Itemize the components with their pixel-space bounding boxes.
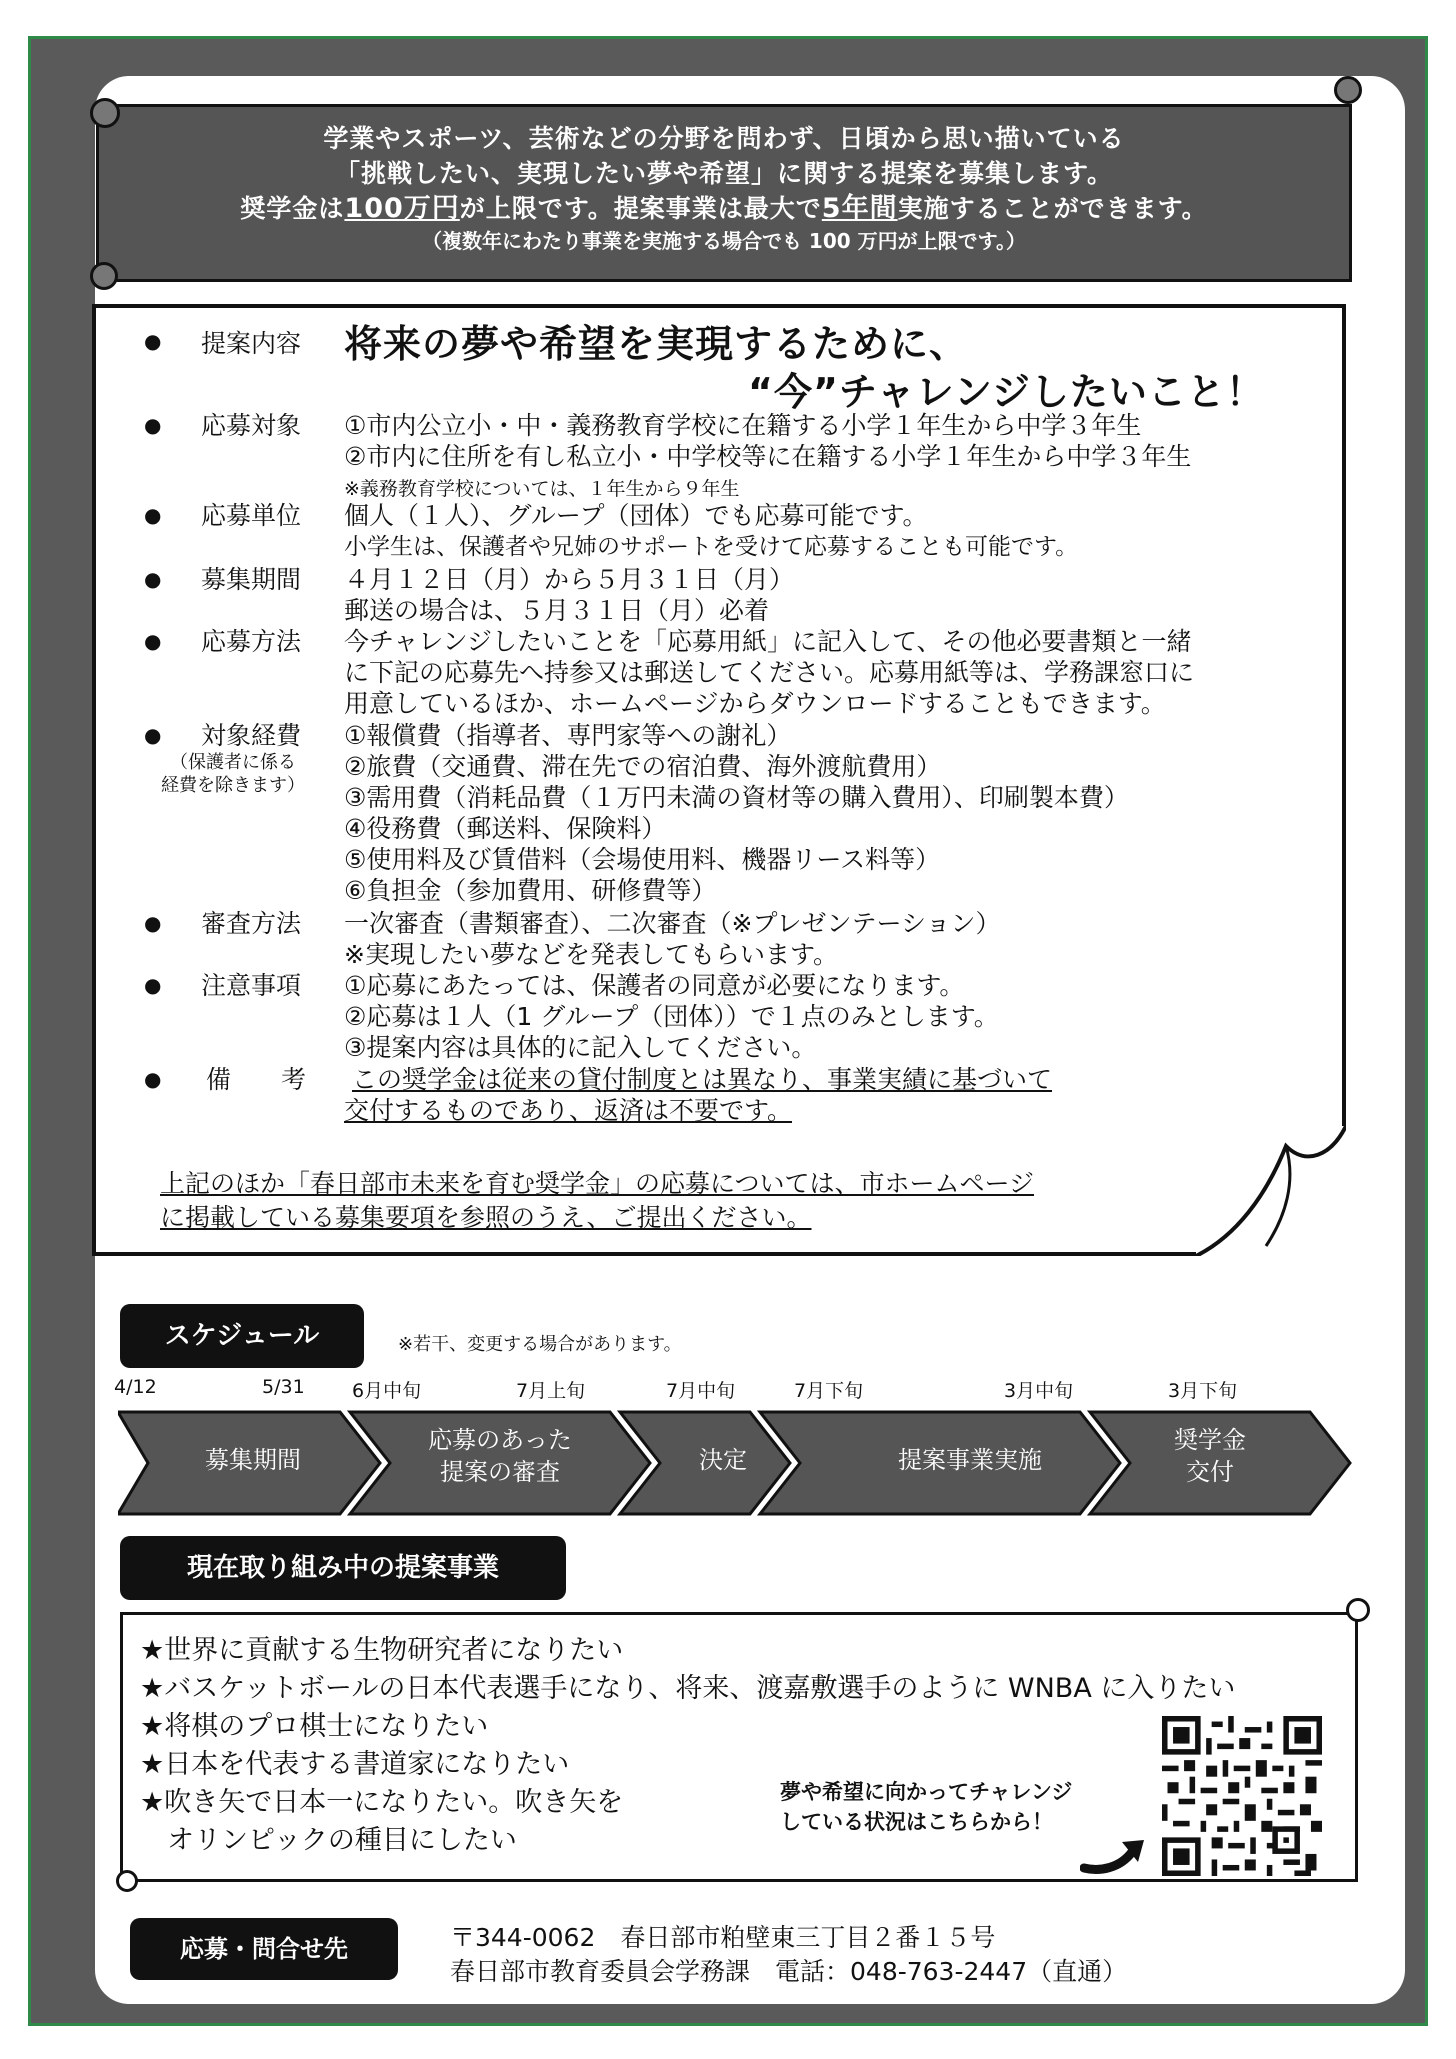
eligibility-label: 応募対象 bbox=[201, 411, 302, 440]
schedule-date: 3月中旬 bbox=[1004, 1380, 1074, 1402]
remarks-line-2: 交付するものであり、返済は不要です。 bbox=[344, 1096, 793, 1125]
intro-line-3 bbox=[99, 191, 1349, 226]
method-line-1: 今チャレンジしたいことを「応募用紙」に記入して、その他必要書類と一緒 bbox=[344, 627, 1192, 656]
scroll-curl-bottom-left bbox=[90, 262, 118, 290]
project-item: ★日本を代表する書道家になりたい bbox=[140, 1749, 570, 1780]
contact-address: 〒344-0062 春日部市粕壁東三丁目２番１５号 bbox=[450, 1923, 996, 1952]
step-text: 決定 bbox=[699, 1446, 747, 1474]
step-text: 交付 bbox=[1186, 1458, 1234, 1486]
projects-title: 現在取り組み中の提案事業 bbox=[120, 1536, 566, 1600]
step-label bbox=[668, 1444, 778, 1476]
step-text: 奨学金 bbox=[1174, 1426, 1246, 1454]
unit-label: 応募単位 bbox=[201, 501, 302, 530]
schedule-date: 4/12 bbox=[114, 1376, 157, 1398]
notes-label: 注意事項 bbox=[201, 971, 302, 1000]
project-item: ★バスケットボールの日本代表選手になり、将来、渡嘉敷選手のように WNBA に入りたい bbox=[140, 1673, 1236, 1704]
method-line-3: 用意しているほか、ホームページからダウンロードすることもできます。 bbox=[344, 689, 1166, 718]
expenses-sublabel-1: （保護者に係る bbox=[170, 752, 296, 773]
method-label: 応募方法 bbox=[201, 627, 302, 656]
step-text: 応募のあった bbox=[428, 1426, 572, 1454]
intro-text: 奨学金は bbox=[240, 194, 345, 223]
bullet-icon: ● bbox=[144, 723, 162, 747]
step-text: 募集期間 bbox=[205, 1446, 301, 1474]
eligibility-line-1: ①市内公立小・中・義務教育学校に在籍する小学１年生から中学３年生 bbox=[344, 411, 1142, 440]
scroll-curl-top-right bbox=[1334, 76, 1362, 104]
eligibility-line-2: ②市内に住所を有し私立小・中学校等に在籍する小学１年生から中学３年生 bbox=[344, 442, 1192, 471]
qr-callout-line-2: している状況はこちらから！ bbox=[780, 1810, 1053, 1834]
schedule-title: スケジュール bbox=[120, 1304, 364, 1368]
schedule-note: ※若干、変更する場合があります。 bbox=[398, 1334, 682, 1355]
proposal-headline-2: “今”チャレンジしたいこと！ bbox=[748, 370, 1265, 414]
intro-line-2: 「挑戦したい、実現したい夢や希望」に関する提案を募集します。 bbox=[334, 159, 1113, 188]
project-item: オリンピックの種目にしたい bbox=[140, 1825, 517, 1856]
qr-callout-line-1: 夢や希望に向かってチャレンジ bbox=[780, 1780, 1073, 1804]
remarks-line-1: この奨学金は従来の貸付制度とは異なり、事業実績に基づいて bbox=[352, 1065, 1053, 1094]
schedule-date: 5/31 bbox=[262, 1376, 305, 1398]
remarks-label: 備 考 bbox=[206, 1065, 307, 1094]
bullet-icon: ● bbox=[144, 329, 162, 353]
review-label: 審査方法 bbox=[201, 909, 302, 938]
period-label: 募集期間 bbox=[201, 565, 302, 594]
contact-title: 応募・問合せ先 bbox=[130, 1918, 398, 1980]
expense-item: ⑤使用料及び賃借料（会場使用料、機器リース料等） bbox=[344, 845, 941, 874]
expense-item: ③需用費（消耗品費（１万円未満の資材等の購入費用）、印刷製本費） bbox=[344, 783, 1129, 812]
page-curl-icon bbox=[1196, 1126, 1346, 1256]
qr-code-icon[interactable] bbox=[1162, 1716, 1322, 1876]
scholarship-amount: 100万円 bbox=[344, 193, 460, 224]
details-box bbox=[92, 304, 1346, 1256]
project-item: ★世界に貢献する生物研究者になりたい bbox=[140, 1635, 624, 1666]
arrow-right-icon bbox=[1080, 1828, 1160, 1878]
note-item: ①応募にあたっては、保護者の同意が必要になります。 bbox=[344, 971, 965, 1000]
proposal-label: 提案内容 bbox=[201, 329, 302, 358]
bullet-icon: ● bbox=[144, 1067, 162, 1091]
note-item: ②応募は１人（1 グループ（団体））で１点のみとします。 bbox=[344, 1002, 999, 1031]
project-item: ★吹き矢で日本一になりたい。吹き矢を bbox=[140, 1787, 624, 1818]
step-label bbox=[400, 1424, 600, 1488]
step-label bbox=[850, 1444, 1090, 1476]
unit-line-1: 個人（１人）、グループ（団体）でも応募可能です。 bbox=[344, 501, 928, 530]
schedule-date: 7月中旬 bbox=[666, 1380, 736, 1402]
step-label bbox=[1150, 1424, 1270, 1488]
method-line-2: に下記の応募先へ持参又は郵送してください。応募用紙等は、学務課窓口に bbox=[344, 658, 1195, 687]
bullet-icon: ● bbox=[144, 973, 162, 997]
schedule-date: 7月下旬 bbox=[794, 1380, 864, 1402]
schedule-date: 7月上旬 bbox=[516, 1380, 586, 1402]
bullet-icon: ● bbox=[144, 567, 162, 591]
details-footer-line-1: 上記のほか「春日部市未来を育む奨学金」の応募については、市ホームページ bbox=[160, 1169, 1035, 1198]
expense-item: ⑥負担金（参加費用、研修費等） bbox=[344, 876, 717, 905]
proposal-headline-1: 将来の夢や希望を実現するために、 bbox=[344, 322, 969, 366]
step-text: 提案の審査 bbox=[440, 1458, 560, 1486]
step-label bbox=[168, 1444, 338, 1476]
note-item: ③提案内容は具体的に記入してください。 bbox=[344, 1033, 817, 1062]
review-line-2: ※実現したい夢などを発表してもらいます。 bbox=[344, 940, 838, 969]
expense-item: ①報償費（指導者、専門家等への謝礼） bbox=[344, 721, 792, 750]
intro-line-1: 学業やスポーツ、芸術などの分野を問わず、日頃から思い描いている bbox=[323, 124, 1125, 153]
period-line-2: 郵送の場合は、５月３１日（月）必着 bbox=[344, 596, 770, 625]
expense-item: ②旅費（交通費、滞在先での宿泊費、海外渡航費用） bbox=[344, 752, 942, 781]
bullet-icon: ● bbox=[144, 413, 162, 437]
review-line-1: 一次審査（書類審査）、二次審査（※プレゼンテーション） bbox=[344, 909, 1001, 938]
schedule-date: 3月下旬 bbox=[1168, 1380, 1238, 1402]
intro-text: 実施することができます。 bbox=[897, 194, 1208, 223]
details-footer-line-2: に掲載している募集要項を参照のうえ、ご提出ください。 bbox=[160, 1203, 812, 1232]
period-line-1: ４月１２日（月）から５月３１日（月） bbox=[344, 565, 795, 594]
contact-phone: 春日部市教育委員会学務課 電話：048-763-2447（直通） bbox=[450, 1957, 1128, 1986]
expenses-sublabel-2: 経費を除きます） bbox=[161, 775, 305, 796]
scroll-curl-right bbox=[1346, 1598, 1370, 1622]
eligibility-note: ※義務教育学校については、１年生から９年生 bbox=[344, 478, 740, 500]
intro-line-4: （複数年にわたり事業を実施する場合でも 100 万円が上限です。） bbox=[421, 229, 1027, 253]
schedule-date: 6月中旬 bbox=[352, 1380, 422, 1402]
max-years: 5年間 bbox=[821, 193, 898, 224]
intro-banner bbox=[96, 104, 1352, 282]
project-item: ★将棋のプロ棋士になりたい bbox=[140, 1711, 489, 1742]
expenses-label: 対象経費 bbox=[201, 721, 302, 750]
expense-item: ④役務費（郵送料、保険料） bbox=[344, 814, 667, 843]
step-text: 提案事業実施 bbox=[898, 1446, 1042, 1474]
bullet-icon: ● bbox=[144, 911, 162, 935]
bullet-icon: ● bbox=[144, 503, 162, 527]
unit-line-2: 小学生は、保護者や兄姉のサポートを受けて応募することも可能です。 bbox=[344, 534, 1079, 560]
bullet-icon: ● bbox=[144, 629, 162, 653]
scroll-curl-left bbox=[116, 1870, 138, 1892]
intro-text: が上限です。提案事業は最大で bbox=[459, 194, 822, 223]
scroll-curl-top-left bbox=[90, 98, 120, 128]
